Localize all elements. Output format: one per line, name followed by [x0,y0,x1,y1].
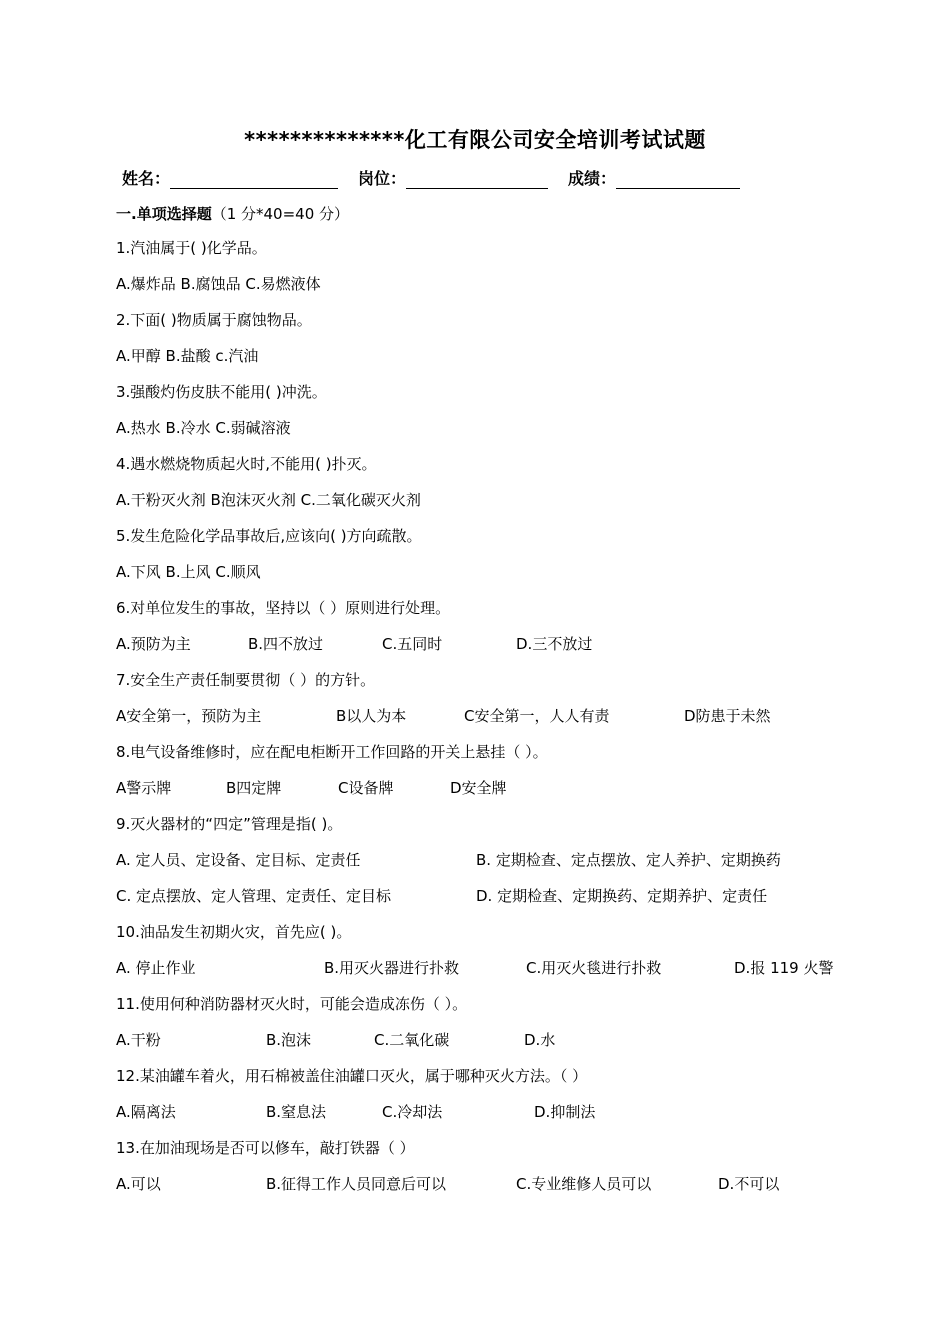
section-title [116,203,349,224]
post-blank[interactable] [406,171,548,189]
option-b: B.窒息法 [266,1103,327,1121]
option-b: B. 定期检查、定点摆放、定人养护、定期换药 [476,851,781,869]
section-heading: 一.单项选择题 [116,205,212,223]
question-13: 13.在加油现场是否可以修车，敲打铁器（ ） [116,1139,415,1157]
option-b: B.征得工作人员同意后可以 [266,1175,447,1193]
option-c: C. 定点摆放、定人管理、定责任、定目标 [116,887,392,905]
option-a: A.可以 [116,1175,161,1193]
score-blank[interactable] [616,171,740,189]
option: A.甲醇 B.盐酸 c.汽油 [116,347,259,365]
question-9: 9.灭火器材的“四定”管理是指( )。 [116,815,343,833]
option-b: B四定牌 [226,779,282,797]
option-d: D.水 [524,1031,556,1049]
option-c: C设备牌 [338,779,394,797]
option-b: B以人为本 [336,707,407,725]
option-d: D.三不放过 [516,635,593,653]
option-c: C.冷却法 [382,1103,443,1121]
question-5: 5.发生危险化学品事故后,应该向( )方向疏散。 [116,527,422,545]
option-b: B.用灭火器进行扑救 [324,959,460,977]
option: A.干粉灭火剂 B泡沫灭火剂 C.二氧化碳灭火剂 [116,491,421,509]
post-field [358,166,548,189]
question-2: 2.下面( )物质属于腐蚀物品。 [116,311,312,329]
name-blank[interactable] [170,171,338,189]
option-b: B.四不放过 [248,635,324,653]
option-a: A安全第一，预防为主 [116,707,262,725]
question-8: 8.电气设备维修时，应在配电柜断开工作回路的开关上悬挂（ ）。 [116,743,548,761]
question-1: 1.汽油属于( )化学品。 [116,239,267,257]
option-d: D.报 119 火警 [734,959,834,977]
post-label: 岗位： [358,169,407,188]
option-a: A. 停止作业 [116,959,196,977]
score-field [568,166,740,189]
question-6: 6.对单位发生的事故，坚持以（ ）原则进行处理。 [116,599,451,617]
option-c: C.用灭火毯进行扑救 [526,959,662,977]
question-12: 12.某油罐车着火，用石棉被盖住油罐口灭火，属于哪种灭火方法。（ ） [116,1067,588,1085]
option-d: D. 定期检查、定期换药、定期养护、定责任 [476,887,768,905]
option-a: A.隔离法 [116,1103,176,1121]
option-d: D安全牌 [450,779,507,797]
score-label: 成绩： [568,169,617,188]
option: A.爆炸品 B.腐蚀品 C.易燃液体 [116,275,321,293]
option-a: A.预防为主 [116,635,191,653]
option-c: C.五同时 [382,635,443,653]
option: A.下风 B.上风 C.顺风 [116,563,261,581]
question-7: 7.安全生产责任制要贯彻（ ）的方针。 [116,671,376,689]
option-d: D.抑制法 [534,1103,596,1121]
option-a: A警示牌 [116,779,172,797]
option-c: C.专业维修人员可以 [516,1175,652,1193]
name-label: 姓名： [122,169,171,188]
option-d: D.不可以 [718,1175,780,1193]
name-field [122,166,338,189]
question-10: 10.油品发生初期火灾，首先应( )。 [116,923,352,941]
section-note: （1 分*40=40 分） [211,205,350,223]
option-a: A. 定人员、定设备、定目标、定责任 [116,851,361,869]
question-3: 3.强酸灼伤皮肤不能用( )冲洗。 [116,383,327,401]
option-c: C安全第一，人人有责 [464,707,610,725]
question-11: 11.使用何种消防器材灭火时，可能会造成冻伤（ ）。 [116,995,468,1013]
question-4: 4.遇水燃烧物质起火时,不能用( )扑灭。 [116,455,377,473]
document-title: **************化工有限公司安全培训考试试题 [244,128,706,152]
option-d: D防患于未然 [684,707,771,725]
option-c: C.二氧化碳 [374,1031,450,1049]
option-a: A.干粉 [116,1031,161,1049]
option-b: B.泡沫 [266,1031,312,1049]
option: A.热水 B.冷水 C.弱碱溶液 [116,419,291,437]
